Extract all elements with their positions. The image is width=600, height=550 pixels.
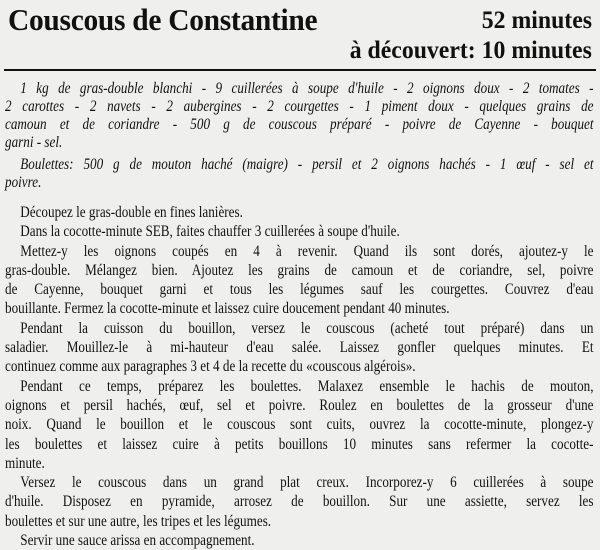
text-line: les boulettes et laissez cuire à petits bouillons 10 minutes sans refermer la cocotte- [5, 435, 594, 453]
text-line: bouillante. Fermez la cocotte-minute et laissez cuire doucement pendant 40 minutes. [5, 300, 450, 318]
text-line: Boulettes: 500 g de mouton haché (maigre) - persil et 2 oignons hachés - 1 œuf - sel et [20, 156, 594, 173]
instruction-paragraph [5, 473, 594, 531]
text-line: boulettes et sur une autre, les tripes et les légumes. [5, 512, 272, 530]
text-line: saladier. Mouillez-le à mi-hauteur d'eau salée. Laissez gonfler quelques minutes. Et [5, 339, 594, 357]
text-line: 2 carottes - 2 navets - 2 aubergines - 2 courgettes - 1 piment doux - quelques grains de [5, 98, 594, 115]
cooking-time: 52 minutes [481, 7, 592, 34]
instruction-paragraph [5, 531, 594, 550]
text-line: poivre. [5, 174, 42, 191]
text-line: Versez le couscous dans un grand plat creux. Incorporez-y 6 cuillerées à soupe [20, 474, 594, 492]
text-line: gras-double. Mélangez bien. Ajoutez les grains de camoun et de coriandre, sel, poivre [5, 261, 594, 279]
instruction-paragraph [5, 319, 594, 377]
text-line: oignons et persil hachés, œuf, sel et poivre. Roulez en boulettes de la grosseur d'une [5, 396, 594, 414]
text-line: Mettez-y les oignons coupés en 4 à revenir. Quand ils sont dorés, ajoutez-y le [20, 242, 594, 260]
text-line: d'huile. Disposez en pyramide, arrosez de bouillon. Sur une assiette, servez les [5, 493, 594, 511]
instruction-paragraph [5, 203, 594, 222]
text-line: continuez comme aux paragraphes 3 et 4 de la recette du «couscous algérois». [5, 358, 416, 376]
text-line: 1 kg de gras-double blanchi - 9 cuillerées à soupe d'huile - 2 oignons doux - 2 tomates - [20, 80, 594, 97]
header-divider [4, 69, 596, 71]
text-line: Servir une sauce arissa en accompagnement. [20, 532, 255, 550]
text-line: Pendant ce temps, préparez les boulettes. Malaxez ensemble le hachis de mouton, [20, 377, 594, 395]
text-line: Découpez le gras-double en fines lanières. [20, 204, 243, 221]
text-line: Pendant la cuisson du bouillon, versez le couscous (acheté tout préparé) dans un [20, 319, 594, 337]
ingredient-paragraph [5, 80, 594, 152]
instructions [5, 203, 594, 550]
text-line: camoun et de coriandre - 500 g de couscous préparé - poivre de Cayenne - bouquet [5, 116, 594, 133]
text-line: minute. [5, 454, 45, 472]
instruction-paragraph [5, 242, 594, 319]
uncovered-time: à découvert: 10 minutes [349, 37, 592, 64]
text-line: de Cayenne, bouquet garni et tous les légumes sauf les courgettes. Couvrez d'eau [5, 281, 594, 299]
text-line: garni - sel. [5, 134, 63, 151]
ingredient-paragraph [5, 156, 594, 192]
instruction-paragraph [5, 377, 594, 473]
text-line: Dans la cocotte-minute SEB, faites chauffer 3 cuillerées à soupe d'huile. [20, 223, 400, 241]
text-line: noix. Quand le bouillon et le couscous sont cuits, ouvrez la cocotte-minute, plongez-y [5, 416, 594, 434]
instruction-paragraph [5, 222, 594, 241]
ingredients-list [5, 80, 594, 192]
recipe-title: Couscous de Constantine [8, 2, 318, 37]
